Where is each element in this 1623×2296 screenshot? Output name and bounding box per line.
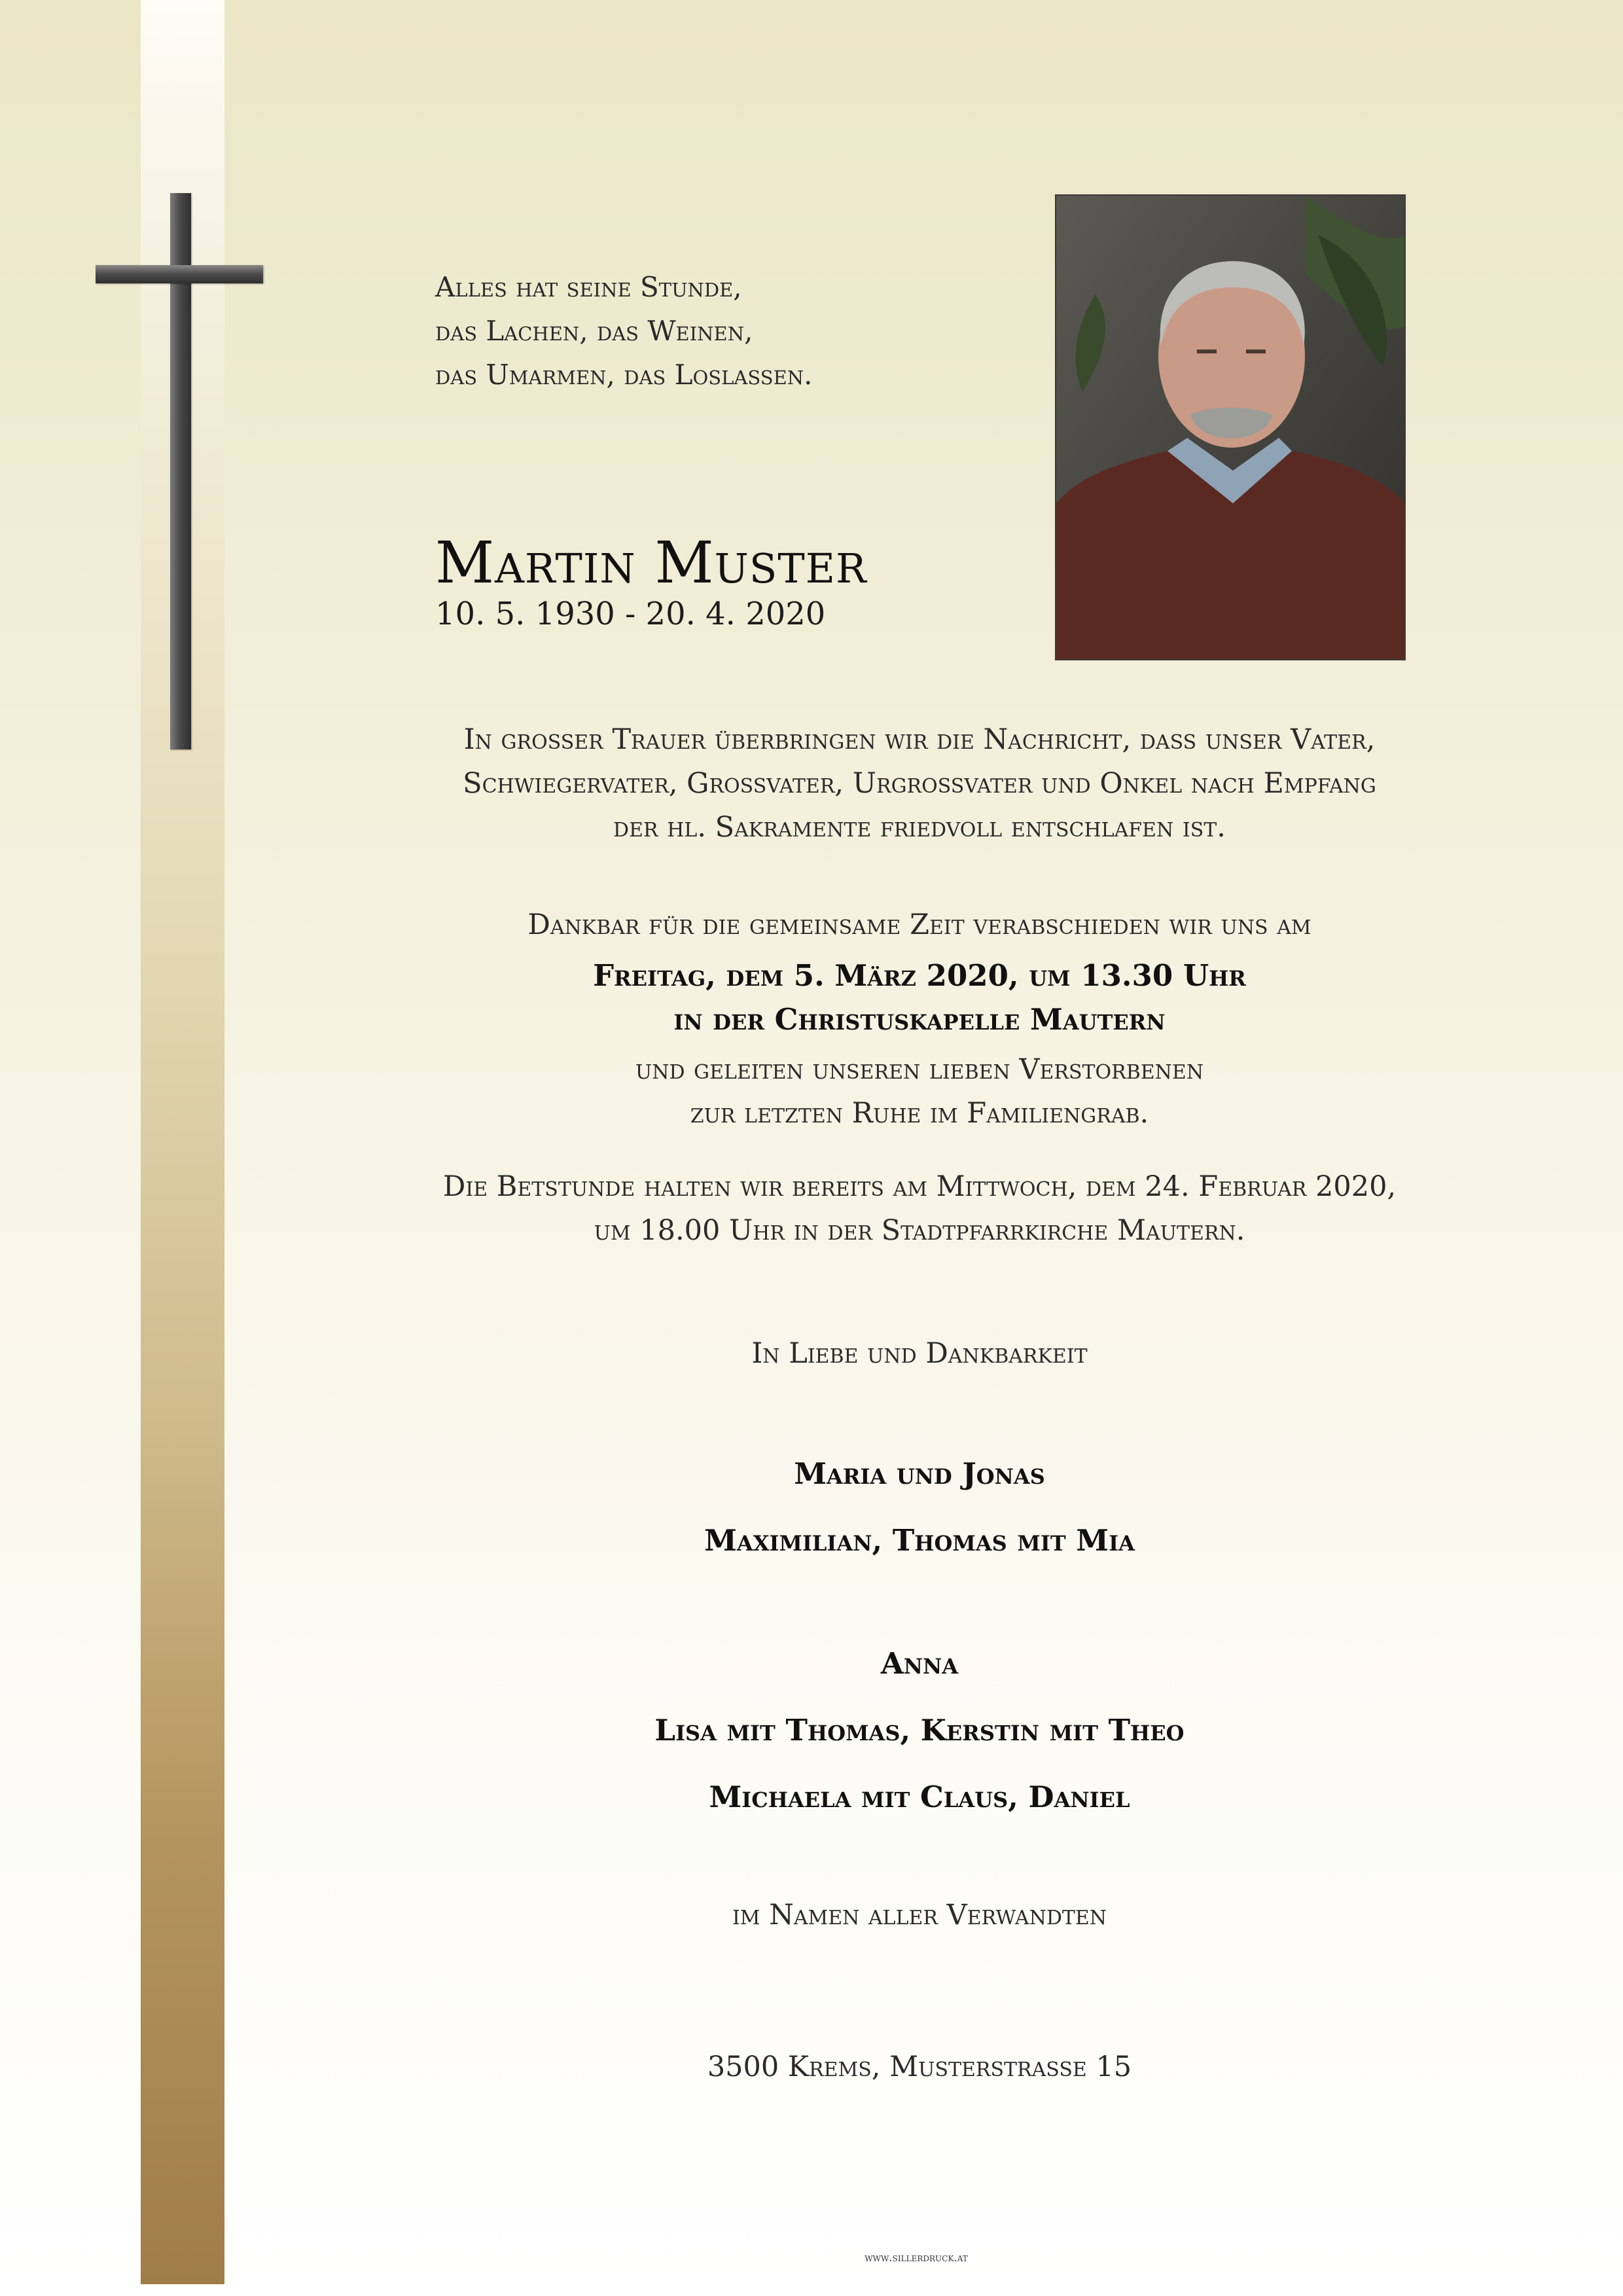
footer-url[interactable]: www.sillerdruck.at <box>865 2251 968 2265</box>
ceremony-intro: Dankbar für die gemeinsame Zeit verabschieden wir uns am <box>527 908 1311 941</box>
motto-line: das Lachen, das Weinen, <box>435 315 753 347</box>
prayer-hour <box>432 1165 1407 1253</box>
ceremony-line: und geleiten unseren lieben Verstorbenen <box>635 1053 1204 1086</box>
mourner-line: Maria und Jonas <box>794 1456 1045 1491</box>
mourner-line: Michaela mit Claus, Daniel <box>709 1780 1130 1814</box>
ceremony-date-time: Freitag, dem 5. März 2020, um 13.30 Uhr <box>593 958 1246 993</box>
mourner-line: Lisa mit Thomas, Kerstin mit Theo <box>654 1713 1185 1748</box>
cross-icon <box>96 193 263 749</box>
ceremony-location: in der Christuskapelle Mautern <box>673 1002 1166 1037</box>
mourner-line: Anna <box>880 1646 959 1681</box>
motto-verse <box>435 265 812 397</box>
announcement-text <box>432 718 1407 850</box>
life-dates: 10. 5. 1930 - 20. 4. 2020 <box>435 596 826 632</box>
prayer-line: um 18.00 Uhr in der Stadtpfarrkirche Mautern. <box>594 1214 1245 1247</box>
prayer-line: Die Betstunde halten wir bereits am Mittwoch, dem 24. Februar 2020, <box>442 1170 1397 1203</box>
announcement-line: In grosser Trauer überbringen wir die Nachricht, dass unser Vater, <box>463 723 1376 756</box>
relatives-line: im Namen aller Verwandten <box>732 1899 1107 1931</box>
portrait-photo <box>1055 194 1406 660</box>
ceremony-line: zur letzten Ruhe im Familiengrab. <box>690 1097 1149 1130</box>
ceremony-details <box>432 903 1407 1136</box>
announcement-line: Schwiegervater, Grossvater, Urgrossvater und Onkel nach Empfang <box>463 767 1376 800</box>
deceased-name: Martin Muster <box>435 529 867 596</box>
mourner-line: Maximilian, Thomas mit Mia <box>704 1523 1135 1558</box>
closing-phrase: In Liebe und Dankbarkeit <box>751 1337 1088 1370</box>
motto-line: Alles hat seine Stunde, <box>435 271 742 303</box>
motto-line: das Umarmen, das Loslassen. <box>435 359 813 391</box>
announcement-line: der hl. Sakramente friedvoll entschlafen ist. <box>613 811 1226 844</box>
address: 3500 Krems, Musterstrasse 15 <box>707 2051 1132 2083</box>
